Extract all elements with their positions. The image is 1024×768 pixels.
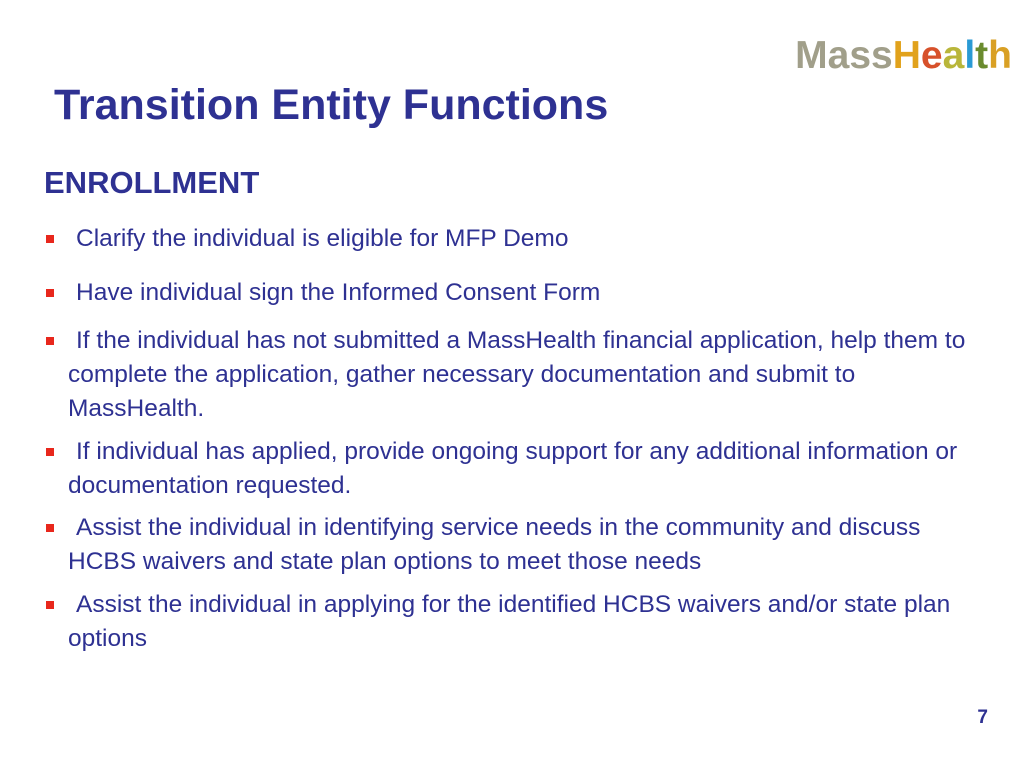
bullet-item <box>44 435 984 503</box>
bullet-item <box>44 511 984 579</box>
section-heading: ENROLLMENT <box>44 165 260 200</box>
logo-letter: H <box>892 34 921 77</box>
logo-letter: a <box>942 34 965 77</box>
bullet-square-icon <box>46 448 54 456</box>
logo-letter: l <box>964 34 976 77</box>
logo-letter: e <box>920 34 943 77</box>
slide-title: Transition Entity Functions <box>54 81 609 129</box>
logo-letter: a <box>827 34 850 77</box>
bullet-square-icon <box>46 289 54 297</box>
bullet-square-icon <box>46 337 54 345</box>
bullet-square-icon <box>46 524 54 532</box>
logo-letter: t <box>975 34 989 77</box>
bullet-item <box>44 588 984 656</box>
bullet-item <box>44 276 984 310</box>
masshealth-logo <box>795 36 1012 75</box>
bullet-item <box>44 222 984 256</box>
bullet-item <box>44 324 984 426</box>
bullet-text: Assist the individual in identifying service needs in the community and discuss HCBS waivers and state plan options to meet those needs <box>68 514 921 575</box>
bullet-square-icon <box>46 601 54 609</box>
bullet-text: If individual has applied, provide ongoing support for any additional information or documentation requested. <box>68 438 958 499</box>
logo-letter: M <box>795 34 828 77</box>
page-number: 7 <box>977 707 988 728</box>
bullet-text: Assist the individual in applying for the identified HCBS waivers and/or state plan options <box>68 591 951 652</box>
bullet-text: Clarify the individual is eligible for MFP Demo <box>76 225 569 252</box>
bullet-square-icon <box>46 235 54 243</box>
logo-letter: s <box>871 34 893 77</box>
logo-letter: h <box>988 34 1012 77</box>
logo-letter: s <box>849 34 872 77</box>
bullet-text: Have individual sign the Informed Consent Form <box>76 279 601 306</box>
bullet-text: If the individual has not submitted a MassHealth financial application, help them to complete the application, gather necessary documentation and submit to MassHealth. <box>68 327 966 422</box>
